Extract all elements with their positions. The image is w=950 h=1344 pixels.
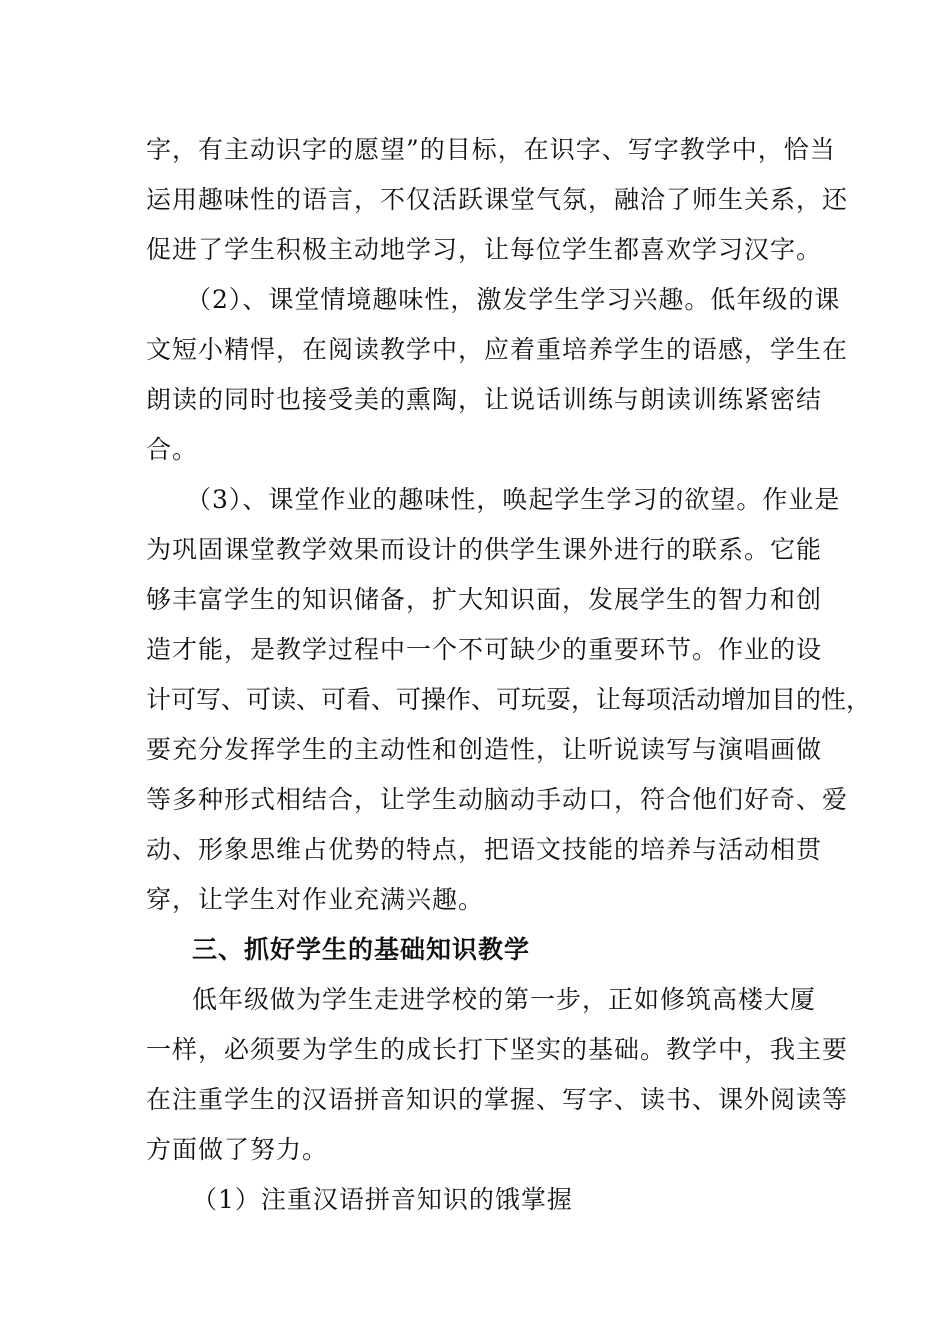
paragraph-line: （3）、课堂作业的趣味性，唤起学生学习的欲望。作业是 bbox=[186, 485, 841, 514]
paragraph-line: 方面做了努力。 bbox=[146, 1135, 329, 1164]
paragraph-line: 促进了学生积极主动地学习，让每位学生都喜欢学习汉字。 bbox=[146, 235, 823, 264]
paragraph-line: 够丰富学生的知识储备，扩大知识面，发展学生的智力和创 bbox=[146, 585, 823, 614]
paragraph-line: 在注重学生的汉语拼音知识的掌握、写字、读书、课外阅读等 bbox=[146, 1085, 849, 1114]
paragraph-line: （2）、课堂情境趣味性，激发学生学习兴趣。低年级的课 bbox=[186, 285, 841, 314]
section-heading: 三、抓好学生的基础知识教学 bbox=[192, 935, 531, 964]
subsection-heading: （1）注重汉语拼音知识的饿掌握 bbox=[192, 1185, 573, 1214]
paragraph-line: 文短小精悍，在阅读教学中，应着重培养学生的语感，学生在 bbox=[146, 335, 849, 364]
paragraph-line: 合。 bbox=[146, 435, 199, 464]
paragraph-line: 计可写、可读、可看、可操作、可玩耍，让每项活动增加目的性， bbox=[146, 685, 872, 714]
paragraph-line: 一样，必须要为学生的成长打下坚实的基础。教学中，我主要 bbox=[146, 1035, 849, 1064]
paragraph-line: 造才能，是教学过程中一个不可缺少的重要环节。作业的设 bbox=[146, 635, 823, 664]
paragraph-line: 等多种形式相结合，让学生动脑动手动口，符合他们好奇、爱 bbox=[146, 785, 849, 814]
paragraph-line: 穿，让学生对作业充满兴趣。 bbox=[146, 885, 485, 914]
paragraph-line: 低年级做为学生走进学校的第一步，正如修筑高楼大厦 bbox=[192, 985, 817, 1014]
paragraph-line: 字，有主动识字的愿望”的目标，在识字、写字教学中，恰当 bbox=[146, 135, 836, 164]
paragraph-line: 运用趣味性的语言，不仅活跃课堂气氛，融洽了师生关系，还 bbox=[146, 185, 849, 214]
paragraph-line: 为巩固课堂教学效果而设计的供学生课外进行的联系。它能 bbox=[146, 535, 823, 564]
paragraph-line: 朗读的同时也接受美的熏陶，让说话训练与朗读训练紧密结 bbox=[146, 385, 823, 414]
paragraph-line: 要充分发挥学生的主动性和创造性，让听说读写与演唱画做 bbox=[146, 735, 823, 764]
paragraph-line: 动、形象思维占优势的特点，把语文技能的培养与活动相贯 bbox=[146, 835, 823, 864]
